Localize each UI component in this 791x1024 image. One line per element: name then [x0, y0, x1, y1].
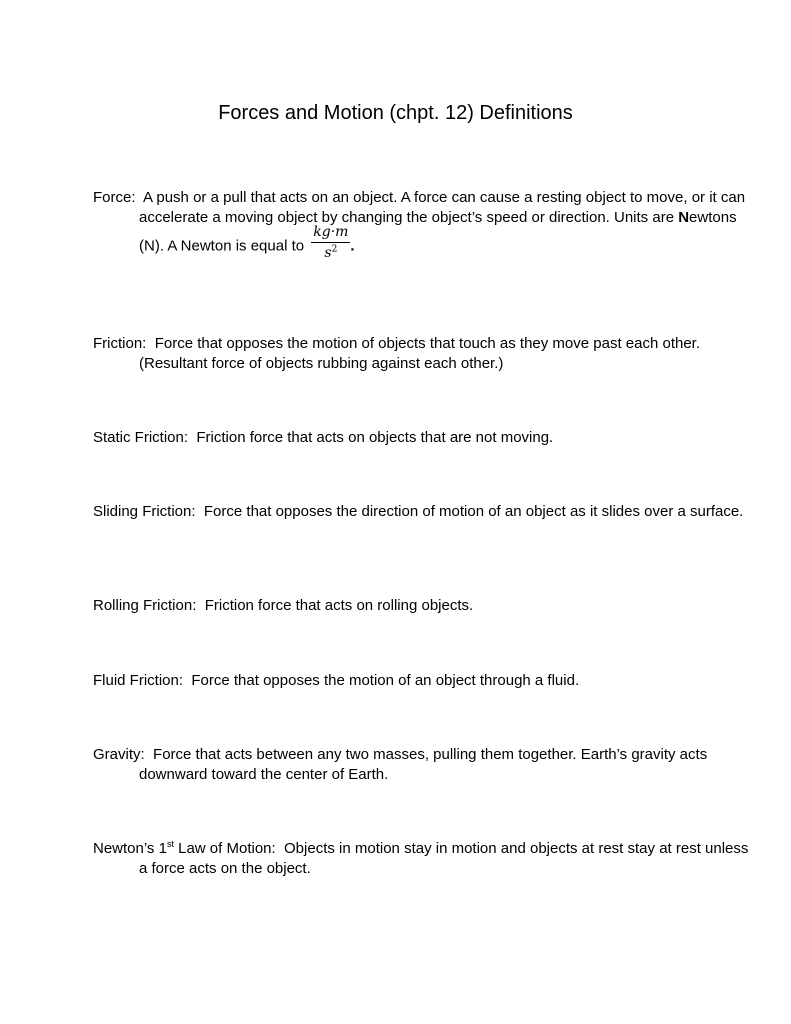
term-friction: Friction:: [93, 335, 147, 352]
definition-newtons-first-law: [93, 839, 759, 878]
term-sliding-friction: Sliding Friction:: [93, 503, 196, 520]
definition-gravity: [93, 745, 759, 784]
term-rolling-friction: Rolling Friction:: [93, 597, 197, 614]
term-fluid-friction: Fluid Friction:: [93, 672, 184, 689]
definition-rolling-friction: [93, 596, 759, 616]
definition-static-friction-text: Friction force that acts on objects that are not moving.: [196, 429, 554, 446]
definition-sliding-friction: [93, 502, 759, 522]
definition-force-bold-letter: N: [678, 208, 690, 226]
page-title: Forces and Motion (chpt. 12) Definitions: [218, 102, 573, 124]
definition-force: [93, 188, 759, 266]
definition-rolling-friction-text: Friction force that acts on rolling objects.: [204, 597, 474, 614]
formula-numerator: kg·m: [311, 223, 350, 243]
definition-sliding-friction-text: Force that opposes the direction of motion of an object as it slides over a surface.: [203, 503, 744, 520]
formula-denominator: [311, 243, 350, 262]
term-static-friction: Static Friction:: [93, 429, 189, 446]
definition-fluid-friction: [93, 671, 759, 691]
definition-friction: [93, 334, 759, 373]
definition-friction-text: Force that opposes the motion of objects that touch as they move past each other. (Resultant force of objects rubbing against each other.): [139, 335, 701, 372]
term-newtons-first-law-b: Law of Motion:: [173, 840, 276, 857]
definition-static-friction: [93, 428, 759, 448]
definition-newtons-first-law-text: Objects in motion stay in motion and objects at rest stay at rest unless a force acts on the object.: [139, 840, 749, 877]
term-newtons-first-law: [93, 840, 276, 857]
definition-force-period: .: [350, 237, 355, 255]
definition-gravity-text: Force that acts between any two masses, pulling them together. Earth’s gravity acts downward toward the center of Earth.: [139, 746, 708, 783]
term-newtons-first-law-a: Newton’s 1: [93, 840, 167, 857]
term-newtons-first-law-sup: st: [166, 839, 174, 849]
term-force: Force:: [93, 189, 136, 206]
definition-fluid-friction-text: Force that opposes the motion of an object through a fluid.: [191, 672, 580, 689]
definition-force-text-a: A push or a pull that acts on an object. A force can cause a resting object to move, or it can accelerate a moving object by changing the object’s speed or direction. Units are: [139, 189, 746, 226]
newton-unit-formula: [311, 223, 350, 262]
definition-force-text-b: ewtons (N). A Newton is equal to: [139, 208, 737, 255]
term-gravity: Gravity:: [93, 746, 145, 763]
formula-denominator-exponent: 2: [331, 244, 338, 255]
formula-denominator-base: s: [324, 245, 332, 261]
